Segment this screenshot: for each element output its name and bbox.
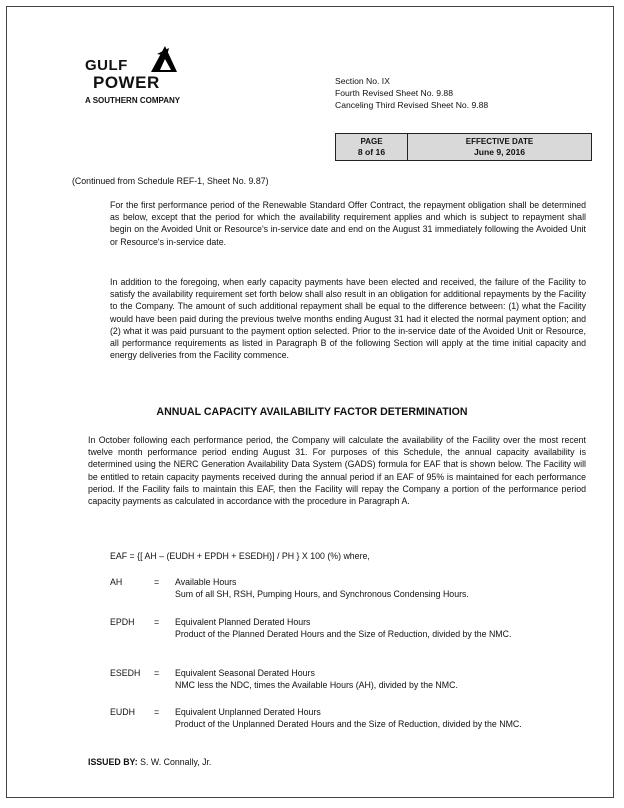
page-value: 8 of 16 [357, 147, 386, 157]
definition-title: Available Hours [175, 577, 237, 587]
revised-sheet: Fourth Revised Sheet No. 9.88 [335, 88, 453, 98]
definition-title: Equivalent Seasonal Derated Hours [175, 668, 315, 678]
effective-date-value: June 9, 2016 [473, 147, 526, 157]
logo-text-southern: A SOUTHERN COMPANY [85, 96, 181, 105]
definition-term: EUDH [110, 707, 135, 717]
section-number: Section No. IX [335, 76, 390, 86]
definition-equals: = [154, 577, 160, 587]
paragraph-first-period: For the first performance period of the Renewable Standard Offer Contract, the repayment obligation shall be determined as below, except that the period for which the availability requirement applies and which is subject to repayment shall begin on the Avoided Unit or Resource's in-service date and end on the August 31 immediately following the Avoided Unit or Resource's in-service date. [110, 200, 586, 247]
effective-date-cell [408, 134, 591, 160]
page-cell [336, 134, 408, 160]
definition-description: Sum of all SH, RSH, Pumping Hours, and Synchronous Condensing Hours. [175, 589, 469, 600]
definition-description: Product of the Unplanned Derated Hours and the Size of Reduction, divided by the NMC. [175, 719, 522, 730]
definition-equals: = [154, 707, 160, 717]
definition-body [175, 706, 585, 730]
logo-mark-icon [147, 44, 181, 74]
definition-term: AH [110, 577, 123, 587]
definition-title: Equivalent Unplanned Derated Hours [175, 707, 321, 717]
page-date-table [335, 133, 592, 161]
definition-body [175, 667, 585, 691]
definition-body [175, 576, 585, 600]
definition-description: Product of the Planned Derated Hours and the Size of Reduction, divided by the NMC. [175, 629, 512, 640]
page-label: PAGE [360, 137, 383, 146]
issued-by [88, 757, 211, 767]
continued-note: (Continued from Schedule REF-1, Sheet No. 9.87) [72, 176, 269, 186]
definition-equals: = [154, 668, 160, 678]
issued-by-name: S. W. Connally, Jr. [140, 757, 212, 767]
logo-text-gulf: GULF [85, 57, 128, 74]
section-heading: ANNUAL CAPACITY AVAILABILITY FACTOR DETERMINATION [156, 406, 468, 418]
eaf-formula: EAF = {[ AH – (EUDH + EPDH + ESEDH)] / PH } X 100 (%) where, [110, 551, 370, 561]
canceling-sheet: Canceling Third Revised Sheet No. 9.88 [335, 100, 489, 110]
issued-by-label: ISSUED BY: [88, 757, 138, 767]
section-info [335, 75, 488, 111]
definition-description: NMC less the NDC, times the Available Hours (AH), divided by the NMC. [175, 680, 458, 691]
paragraph-early-capacity: In addition to the foregoing, when early capacity payments have been elected and received, the failure of the Facility to satisfy the availability requirement set forth below shall also result in an obligation for additional repayments by the Facility to the Company. The amount of such additional repayment shall be equal to the difference between: (1) what the Facility would have been paid during the previous twelve months ending August 31 had it elected the normal payment option; and (2) what it was paid pursuant to the payment option selected. Prior to the in-service date of the Avoided Unit or Resource, all performance requirements as listed in Paragraph B of the following Section will apply at the time initial capacity and energy deliveries from the Facility commence. [110, 277, 586, 361]
company-logo [85, 44, 215, 110]
definition-body [175, 616, 585, 640]
definition-term: EPDH [110, 617, 135, 627]
effective-date-label: EFFECTIVE DATE [465, 137, 534, 146]
paragraph-eaf-calculation: In October following each performance period, the Company will calculate the availability of the Facility over the most recent twelve month performance period ending August 31. For purposes of this Schedule, the annual capacity availability is determined using the NERC Generation Availability Data System (GADS) formula for EAF that is shown below. The Facility will be entitled to retain capacity payments received during the annual period if an EAF of 95% is maintained for each performance period. If the Facility fails to maintain this EAF, then the Facility will repay the Company a portion of the performance period capacity payments as calculated in accordance with the procedure in Paragraph A. [88, 435, 586, 507]
definition-title: Equivalent Planned Derated Hours [175, 617, 311, 627]
definition-equals: = [154, 617, 160, 627]
definition-term: ESEDH [110, 668, 141, 678]
logo-text-power: POWER [93, 73, 160, 92]
